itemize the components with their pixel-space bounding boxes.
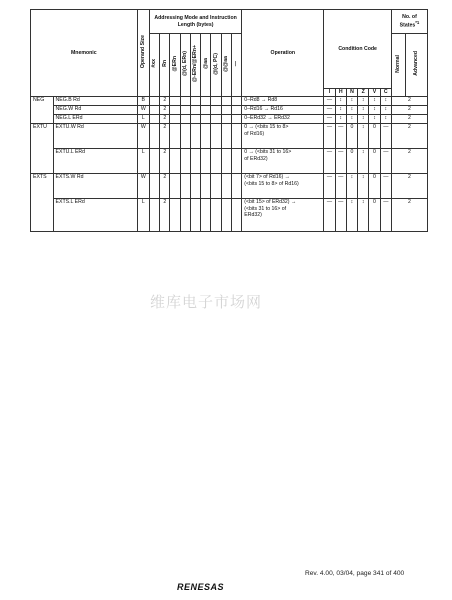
operation-cell: 0–Rd8 → Rd8: [242, 97, 324, 106]
size-cell: L: [137, 115, 149, 124]
flag-cell: —: [335, 124, 346, 149]
flag-cell: ↕: [369, 97, 380, 106]
flag-cell: —: [380, 174, 391, 199]
flag-cell: 0: [369, 174, 380, 199]
operand-size-header: Operand Size: [137, 10, 149, 97]
mnemonic-cell: EXTU.W Rd: [53, 124, 137, 149]
flag-cell: ↕: [358, 124, 369, 149]
flag-cell: ↕: [380, 97, 391, 106]
advanced-header: Advanced: [406, 34, 428, 97]
flag-cell: —: [335, 174, 346, 199]
states-cell: 2: [391, 115, 427, 124]
flag-cell: ↕: [346, 199, 357, 232]
flag-cell: 0: [369, 199, 380, 232]
flag-cell: —: [335, 199, 346, 232]
rn-length-cell: 2: [160, 106, 170, 115]
mode-rn-header: Rn: [160, 34, 170, 97]
flag-cell: ↕: [346, 174, 357, 199]
mode-disp-ern-header: @(d, ERn): [180, 34, 190, 97]
states-cell: 2: [391, 97, 427, 106]
size-cell: B: [137, 97, 149, 106]
mnemonic-cell: EXTS.L ERd: [53, 199, 137, 232]
flag-cell: ↕: [335, 115, 346, 124]
instruction-table: [30, 9, 428, 232]
table-row: [31, 174, 428, 199]
mnemonic-cell: NEG.L ERd: [53, 115, 137, 124]
operation-cell: 0 → (<bits 31 to 16> of ERd32): [242, 149, 324, 174]
flag-cell: ↕: [369, 115, 380, 124]
flag-cell: ↕: [358, 174, 369, 199]
normal-header: Normal: [391, 34, 405, 97]
rn-length-cell: 2: [160, 115, 170, 124]
mnemonic-cell: NEG.B Rd: [53, 97, 137, 106]
condition-code-header: Condition Code: [324, 10, 392, 89]
flag-h-header: H: [335, 89, 346, 97]
table-row: [31, 115, 428, 124]
mnemonic-header: Mnemonic: [31, 10, 138, 97]
flag-cell: —: [324, 199, 335, 232]
flag-cell: —: [324, 124, 335, 149]
rn-length-cell: 2: [160, 199, 170, 232]
table-row: [31, 124, 428, 149]
flag-cell: —: [324, 106, 335, 115]
rn-length-cell: 2: [160, 97, 170, 106]
mode-abs-header: @aa: [201, 34, 211, 97]
flag-cell: 0: [369, 124, 380, 149]
flag-i-header: I: [324, 89, 335, 97]
flag-n-header: N: [346, 89, 357, 97]
flag-cell: —: [324, 149, 335, 174]
table-row: [31, 97, 428, 106]
operation-cell: 0–Rd16 → Rd16: [242, 106, 324, 115]
flag-cell: —: [324, 174, 335, 199]
flag-cell: 0: [369, 149, 380, 174]
mode-pcrel-header: @(d, PC): [211, 34, 221, 97]
flag-cell: —: [380, 199, 391, 232]
flag-cell: 0: [346, 124, 357, 149]
size-cell: W: [137, 124, 149, 149]
rn-length-cell: 2: [160, 124, 170, 149]
flag-cell: ↕: [369, 106, 380, 115]
flag-cell: ↕: [358, 115, 369, 124]
size-cell: W: [137, 174, 149, 199]
flag-cell: ↕: [358, 199, 369, 232]
group-label: EXTS: [31, 174, 54, 232]
mode-predec-header: @-ERn/@ERn+: [190, 34, 200, 97]
mode-none-header: —: [231, 34, 241, 97]
flag-c-header: C: [380, 89, 391, 97]
operation-cell: 0–ERd32 → ERd32: [242, 115, 324, 124]
page-footer: Rev. 4.00, 03/04, page 341 of 400: [305, 570, 405, 577]
table-row: [31, 199, 428, 232]
flag-cell: ↕: [335, 106, 346, 115]
flag-cell: ↕: [346, 97, 357, 106]
flag-cell: ↕: [346, 106, 357, 115]
flag-cell: ↕: [358, 149, 369, 174]
flag-cell: 0: [346, 149, 357, 174]
mnemonic-cell: EXTS.W Rd: [53, 174, 137, 199]
flag-cell: ↕: [380, 115, 391, 124]
watermark-text: 维库电子市场网: [150, 293, 263, 311]
flag-cell: ↕: [335, 97, 346, 106]
operation-cell: (<bit 7> of Rd16) → (<bits 15 to 8> of Rd16): [242, 174, 324, 199]
flag-cell: —: [335, 149, 346, 174]
mnemonic-cell: EXTU.L ERd: [53, 149, 137, 174]
flag-z-header: Z: [358, 89, 369, 97]
flag-cell: ↕: [358, 97, 369, 106]
operation-header: Operation: [242, 10, 324, 97]
flag-v-header: V: [369, 89, 380, 97]
states-header: No. of States$^{*1}$: [391, 10, 427, 34]
mode-imm-header: #xx: [149, 34, 159, 97]
group-label: EXTU: [31, 124, 54, 174]
states-cell: 2: [391, 149, 427, 174]
flag-cell: —: [380, 124, 391, 149]
size-cell: W: [137, 106, 149, 115]
operation-cell: 0 → (<bits 15 to 8> of Rd16): [242, 124, 324, 149]
mode-ern-header: @ERn: [170, 34, 180, 97]
flag-cell: ↕: [346, 115, 357, 124]
mnemonic-cell: NEG.W Rd: [53, 106, 137, 115]
table-row: [31, 106, 428, 115]
flag-cell: ↕: [358, 106, 369, 115]
addressing-mode-header: Addressing Mode and Instruction Length (bytes): [149, 10, 241, 34]
flag-cell: —: [324, 97, 335, 106]
rn-length-cell: 2: [160, 174, 170, 199]
states-cell: 2: [391, 124, 427, 149]
instruction-rows: [31, 97, 428, 232]
size-cell: L: [137, 149, 149, 174]
states-cell: 2: [391, 174, 427, 199]
states-cell: 2: [391, 199, 427, 232]
flag-cell: ↕: [380, 106, 391, 115]
operation-cell: (<bit 15> of ERd32) → (<bits 31 to 16> of ERd32): [242, 199, 324, 232]
size-cell: L: [137, 199, 149, 232]
rn-length-cell: 2: [160, 149, 170, 174]
mode-mem-indirect-header: @@aa: [221, 34, 231, 97]
group-label: NEG: [31, 97, 54, 124]
flag-cell: —: [380, 149, 391, 174]
table-row: [31, 149, 428, 174]
renesas-logo: RENESAS: [177, 582, 225, 592]
flag-cell: —: [324, 115, 335, 124]
states-cell: 2: [391, 106, 427, 115]
